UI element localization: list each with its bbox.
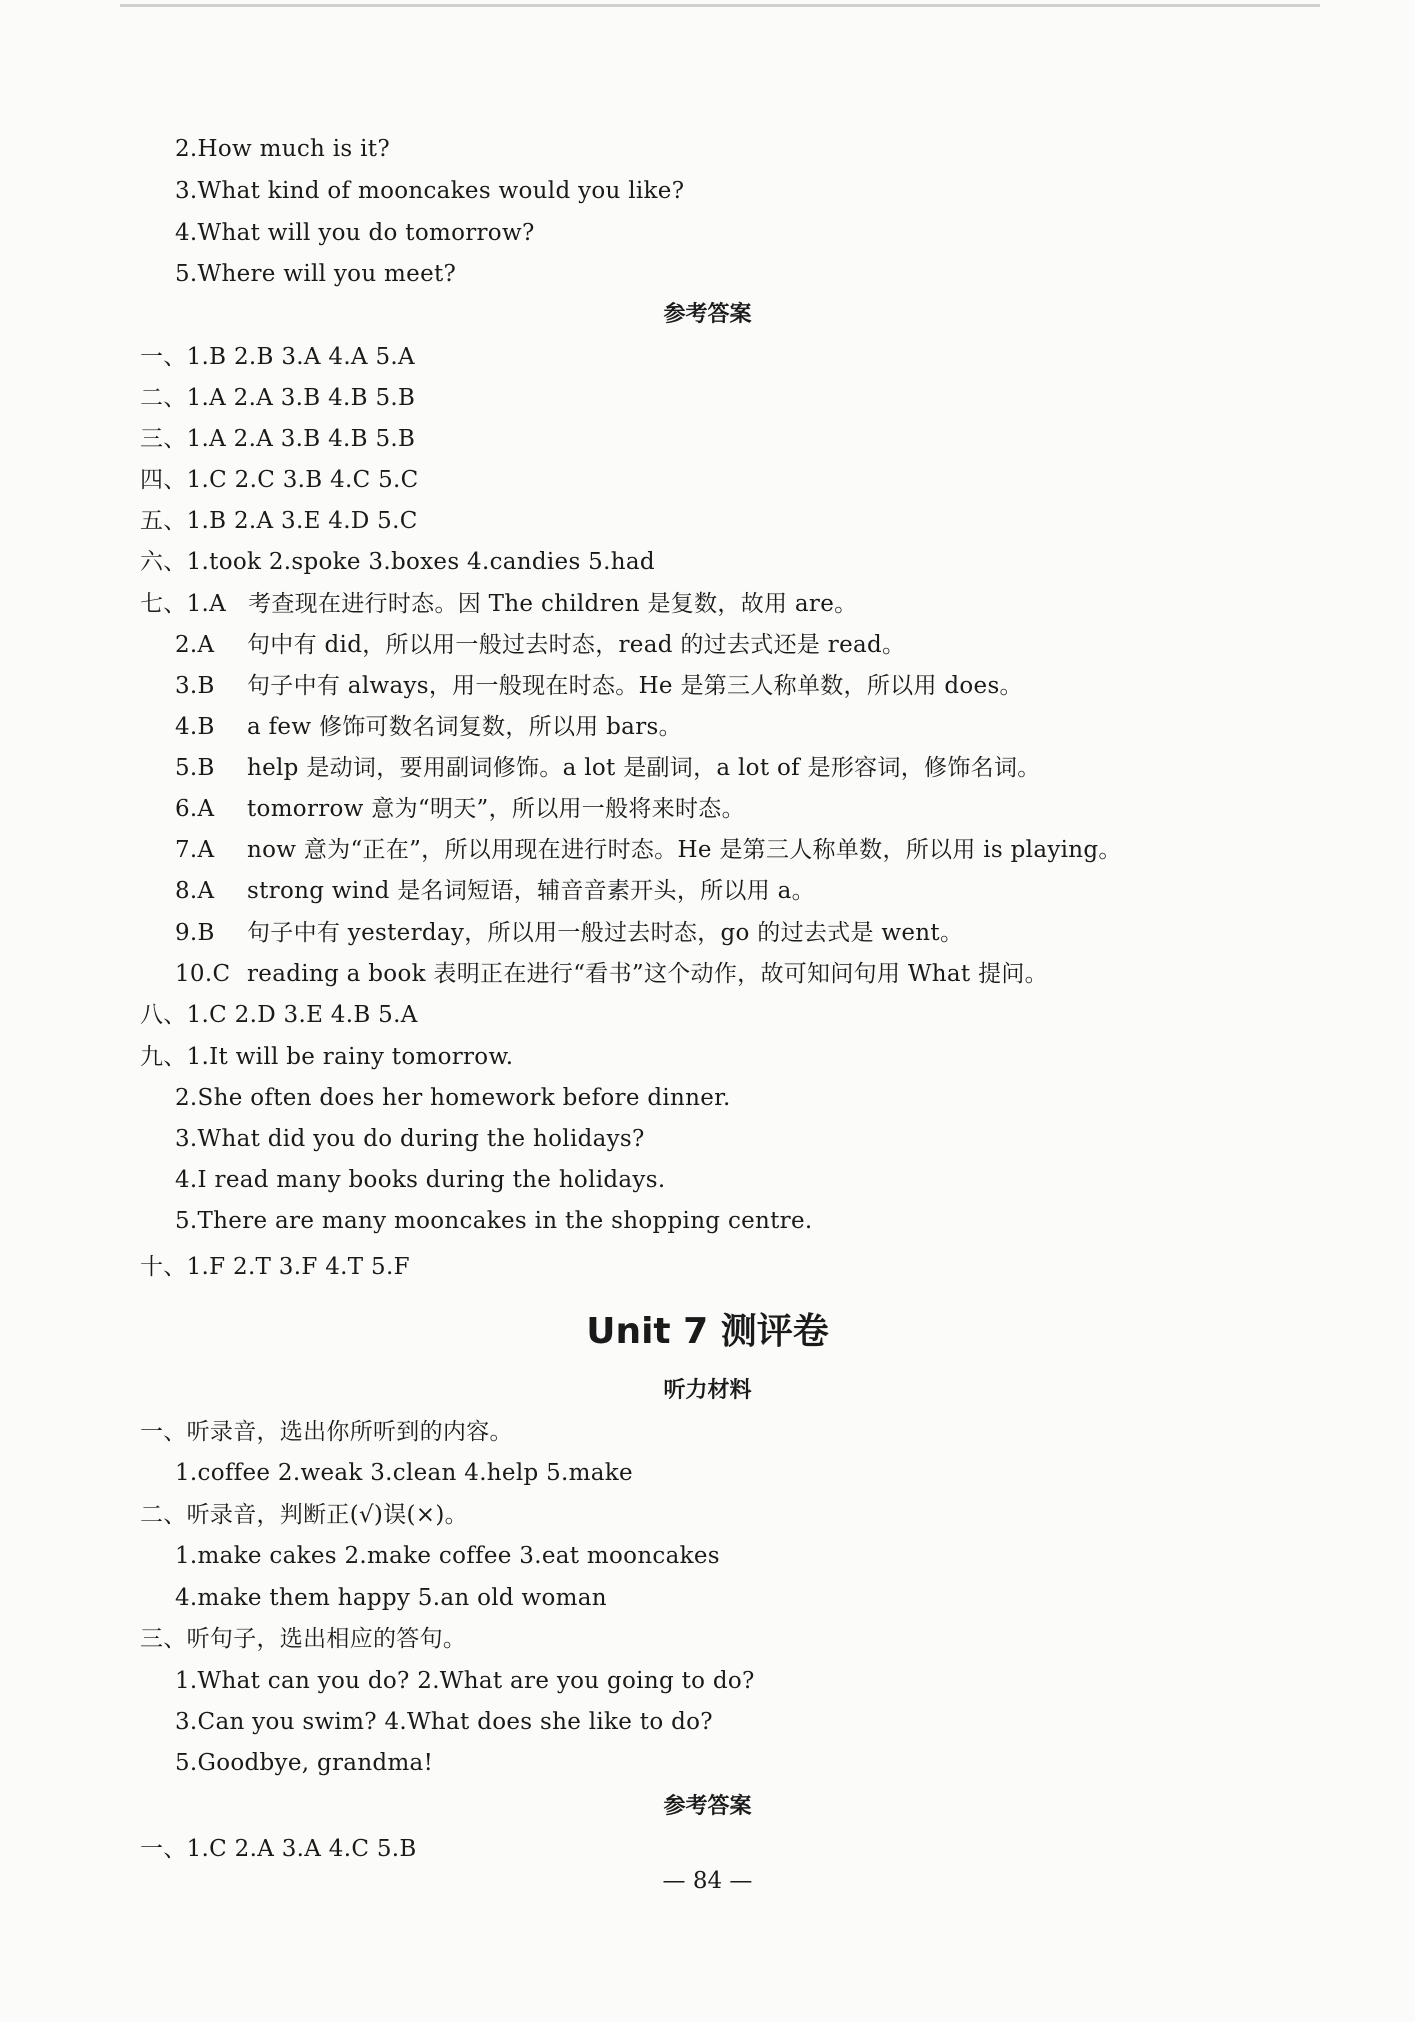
explanation-text: 句子中有 always，用一般现在时态。He 是第三人称单数，所以用 does。 [247,673,1023,699]
answer-row [140,424,415,454]
explanation-row [175,753,1041,783]
answer-row [140,547,655,577]
text-line: 1.make cakes 2.make coffee 3.eat mooncakes [175,1543,720,1569]
answer-items: 1.A 2.A 3.B 4.B 5.B [186,426,416,452]
explanation-number: 5.B [175,755,215,781]
text-line: 5.There are many mooncakes in the shopping centre. [175,1208,813,1234]
explanation-text: 句子中有 yesterday，所以用一般过去时态，go 的过去式是 went。 [247,920,964,946]
explanation-number: 3.B [175,673,215,699]
answer-items: 1.took 2.spoke 3.boxes 4.candies 5.had [186,549,655,575]
explanation-row [175,712,682,742]
explanation-row [175,876,815,906]
text-line: 3.What kind of mooncakes would you like? [175,178,685,204]
explanation-row [175,959,1048,989]
text-line: 2.She often does her homework before dinner. [175,1085,731,1111]
explanation-text: 考查现在进行时态。因 The children 是复数，故用 are。 [248,591,858,617]
explanation-text: help 是动词，要用副词修饰。a lot 是副词，a lot of 是形容词，修饰名词。 [247,755,1041,781]
answer-label: 三、 [140,426,187,452]
explanation-row [175,835,1122,865]
explanation-number: 4.B [175,714,215,740]
text-line: 3.What did you do during the holidays? [175,1126,645,1152]
explanation-text: strong wind 是名词短语，辅音音素开头，所以用 a。 [247,878,815,904]
text-line: 2.How much is it? [175,136,390,162]
explanation-number: 6.A [175,796,215,822]
text-line: 5.Where will you meet? [175,261,457,287]
text-line: 二、听录音，判断正(√)误(×)。 [140,1502,468,1528]
text-line: 4.What will you do tomorrow? [175,220,535,246]
answer-items: 1.C 2.C 3.B 4.C 5.C [186,467,419,493]
text-line: 1.coffee 2.weak 3.clean 4.help 5.make [175,1460,633,1486]
text-line: 4.make them happy 5.an old woman [175,1585,607,1611]
unit-title: Unit 7 测评卷 [586,1311,829,1352]
answer-label: 一、 [140,344,187,370]
listening-heading: 听力材料 [663,1378,752,1403]
explanation-number: 7.A [175,837,215,863]
text-line: 三、听句子，选出相应的答句。 [140,1626,467,1652]
answer-label: 六、 [140,549,187,575]
explanation-number: 8.A [175,878,215,904]
explanation-row [140,589,857,619]
answers-heading: 参考答案 [663,1794,752,1819]
answer-label: 四、 [140,467,187,493]
explanation-row [175,671,1023,701]
explanation-text: a few 修饰可数名词复数，所以用 bars。 [247,714,682,740]
text-line: 3.Can you swim? 4.What does she like to do? [175,1709,713,1735]
text-line: 九、1.It will be rainy tomorrow. [140,1044,514,1070]
explanation-text: 句中有 did，所以用一般过去时态，read 的过去式还是 read。 [247,632,906,658]
answer-row: 十、1.F 2.T 3.F 4.T 5.F [140,1254,410,1280]
answer-items: 1.B 2.A 3.E 4.D 5.C [186,508,418,534]
answer-row: 八、1.C 2.D 3.E 4.B 5.A [140,1002,418,1028]
answer-row [140,383,415,413]
answer-items: 1.A 2.A 3.B 4.B 5.B [186,385,416,411]
explanation-number: 七、1.A [140,591,227,617]
answer-label: 二、 [140,385,187,411]
explanation-row [175,794,745,824]
text-line: 一、听录音，选出你所听到的内容。 [140,1419,513,1445]
text-line: 5.Goodbye, grandma! [175,1750,434,1776]
answer-label: 五、 [140,508,187,534]
answer-row [140,342,415,372]
explanation-number: 9.B [175,920,215,946]
answer-row [140,506,418,536]
answer-items: 1.B 2.B 3.A 4.A 5.A [186,344,415,370]
text-line: 1.What can you do? 2.What are you going to do? [175,1668,755,1694]
explanation-row [175,630,905,660]
explanation-number: 2.A [175,632,215,658]
explanation-text: reading a book 表明正在进行“看书”这个动作，故可知问句用 What 提问。 [247,961,1048,987]
answers-heading: 参考答案 [663,302,752,327]
explanation-text: tomorrow 意为“明天”，所以用一般将来时态。 [247,796,745,822]
explanation-number: 10.C [175,961,231,987]
page-number: — 84 — [662,1868,753,1894]
explanation-text: now 意为“正在”，所以用现在进行时态。He 是第三人称单数，所以用 is playing。 [247,837,1122,863]
explanation-row [175,918,963,948]
answer-row [140,465,419,495]
answer-row: 一、1.C 2.A 3.A 4.C 5.B [140,1836,417,1862]
text-line: 4.I read many books during the holidays. [175,1167,666,1193]
